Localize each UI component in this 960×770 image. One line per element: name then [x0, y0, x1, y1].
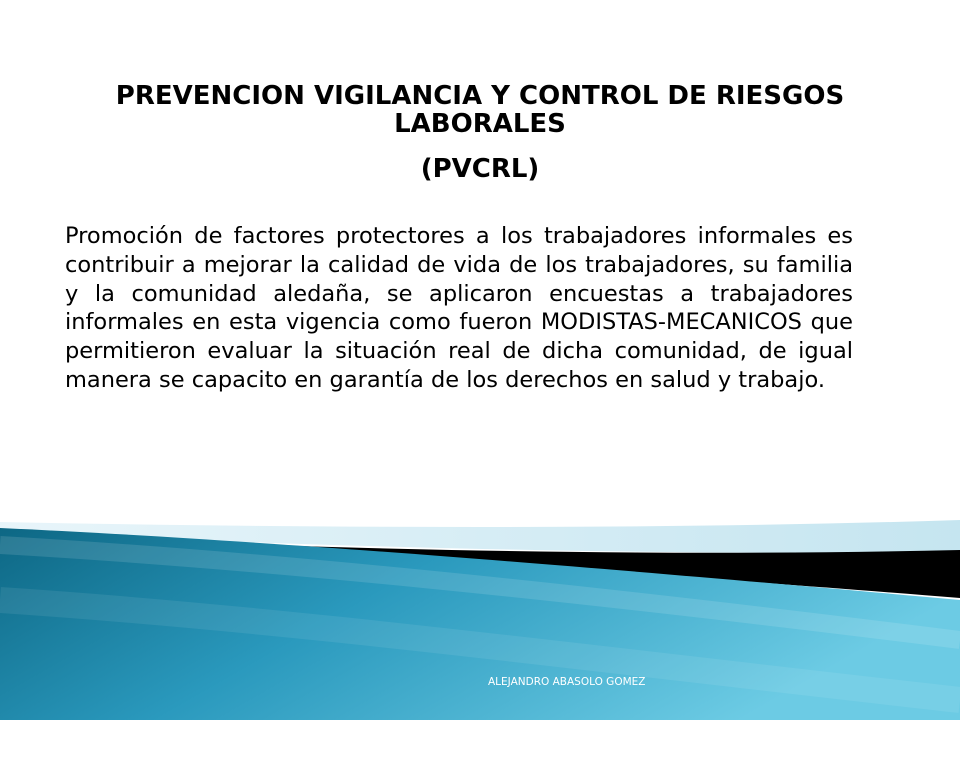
slide-subtitle: (PVCRL) [420, 154, 540, 184]
slide-title: PREVENCION VIGILANCIA Y CONTROL DE RIESGOS LABORALES [115, 81, 845, 139]
footer-name: ALEJANDRO ABASOLO GOMEZ [488, 676, 646, 688]
body-paragraph: Promoción de factores protectores a los trabajadores informales es contribuir a mejorar la calidad de vida de los trabajadores, su familia y la comunidad aledaña, se aplicaron encuestas a trabajadores informales en esta vigencia como fueron MODISTAS-MECANICOS que permitieron evaluar la situación real de dicha comunidad, de igual manera se capacito en garantía de los derechos en salud y trabajo. [65, 223, 853, 393]
footer-position: DIRECTOR LOCAL DE SALUD (E) [494, 724, 664, 736]
footer-signature [488, 642, 664, 770]
